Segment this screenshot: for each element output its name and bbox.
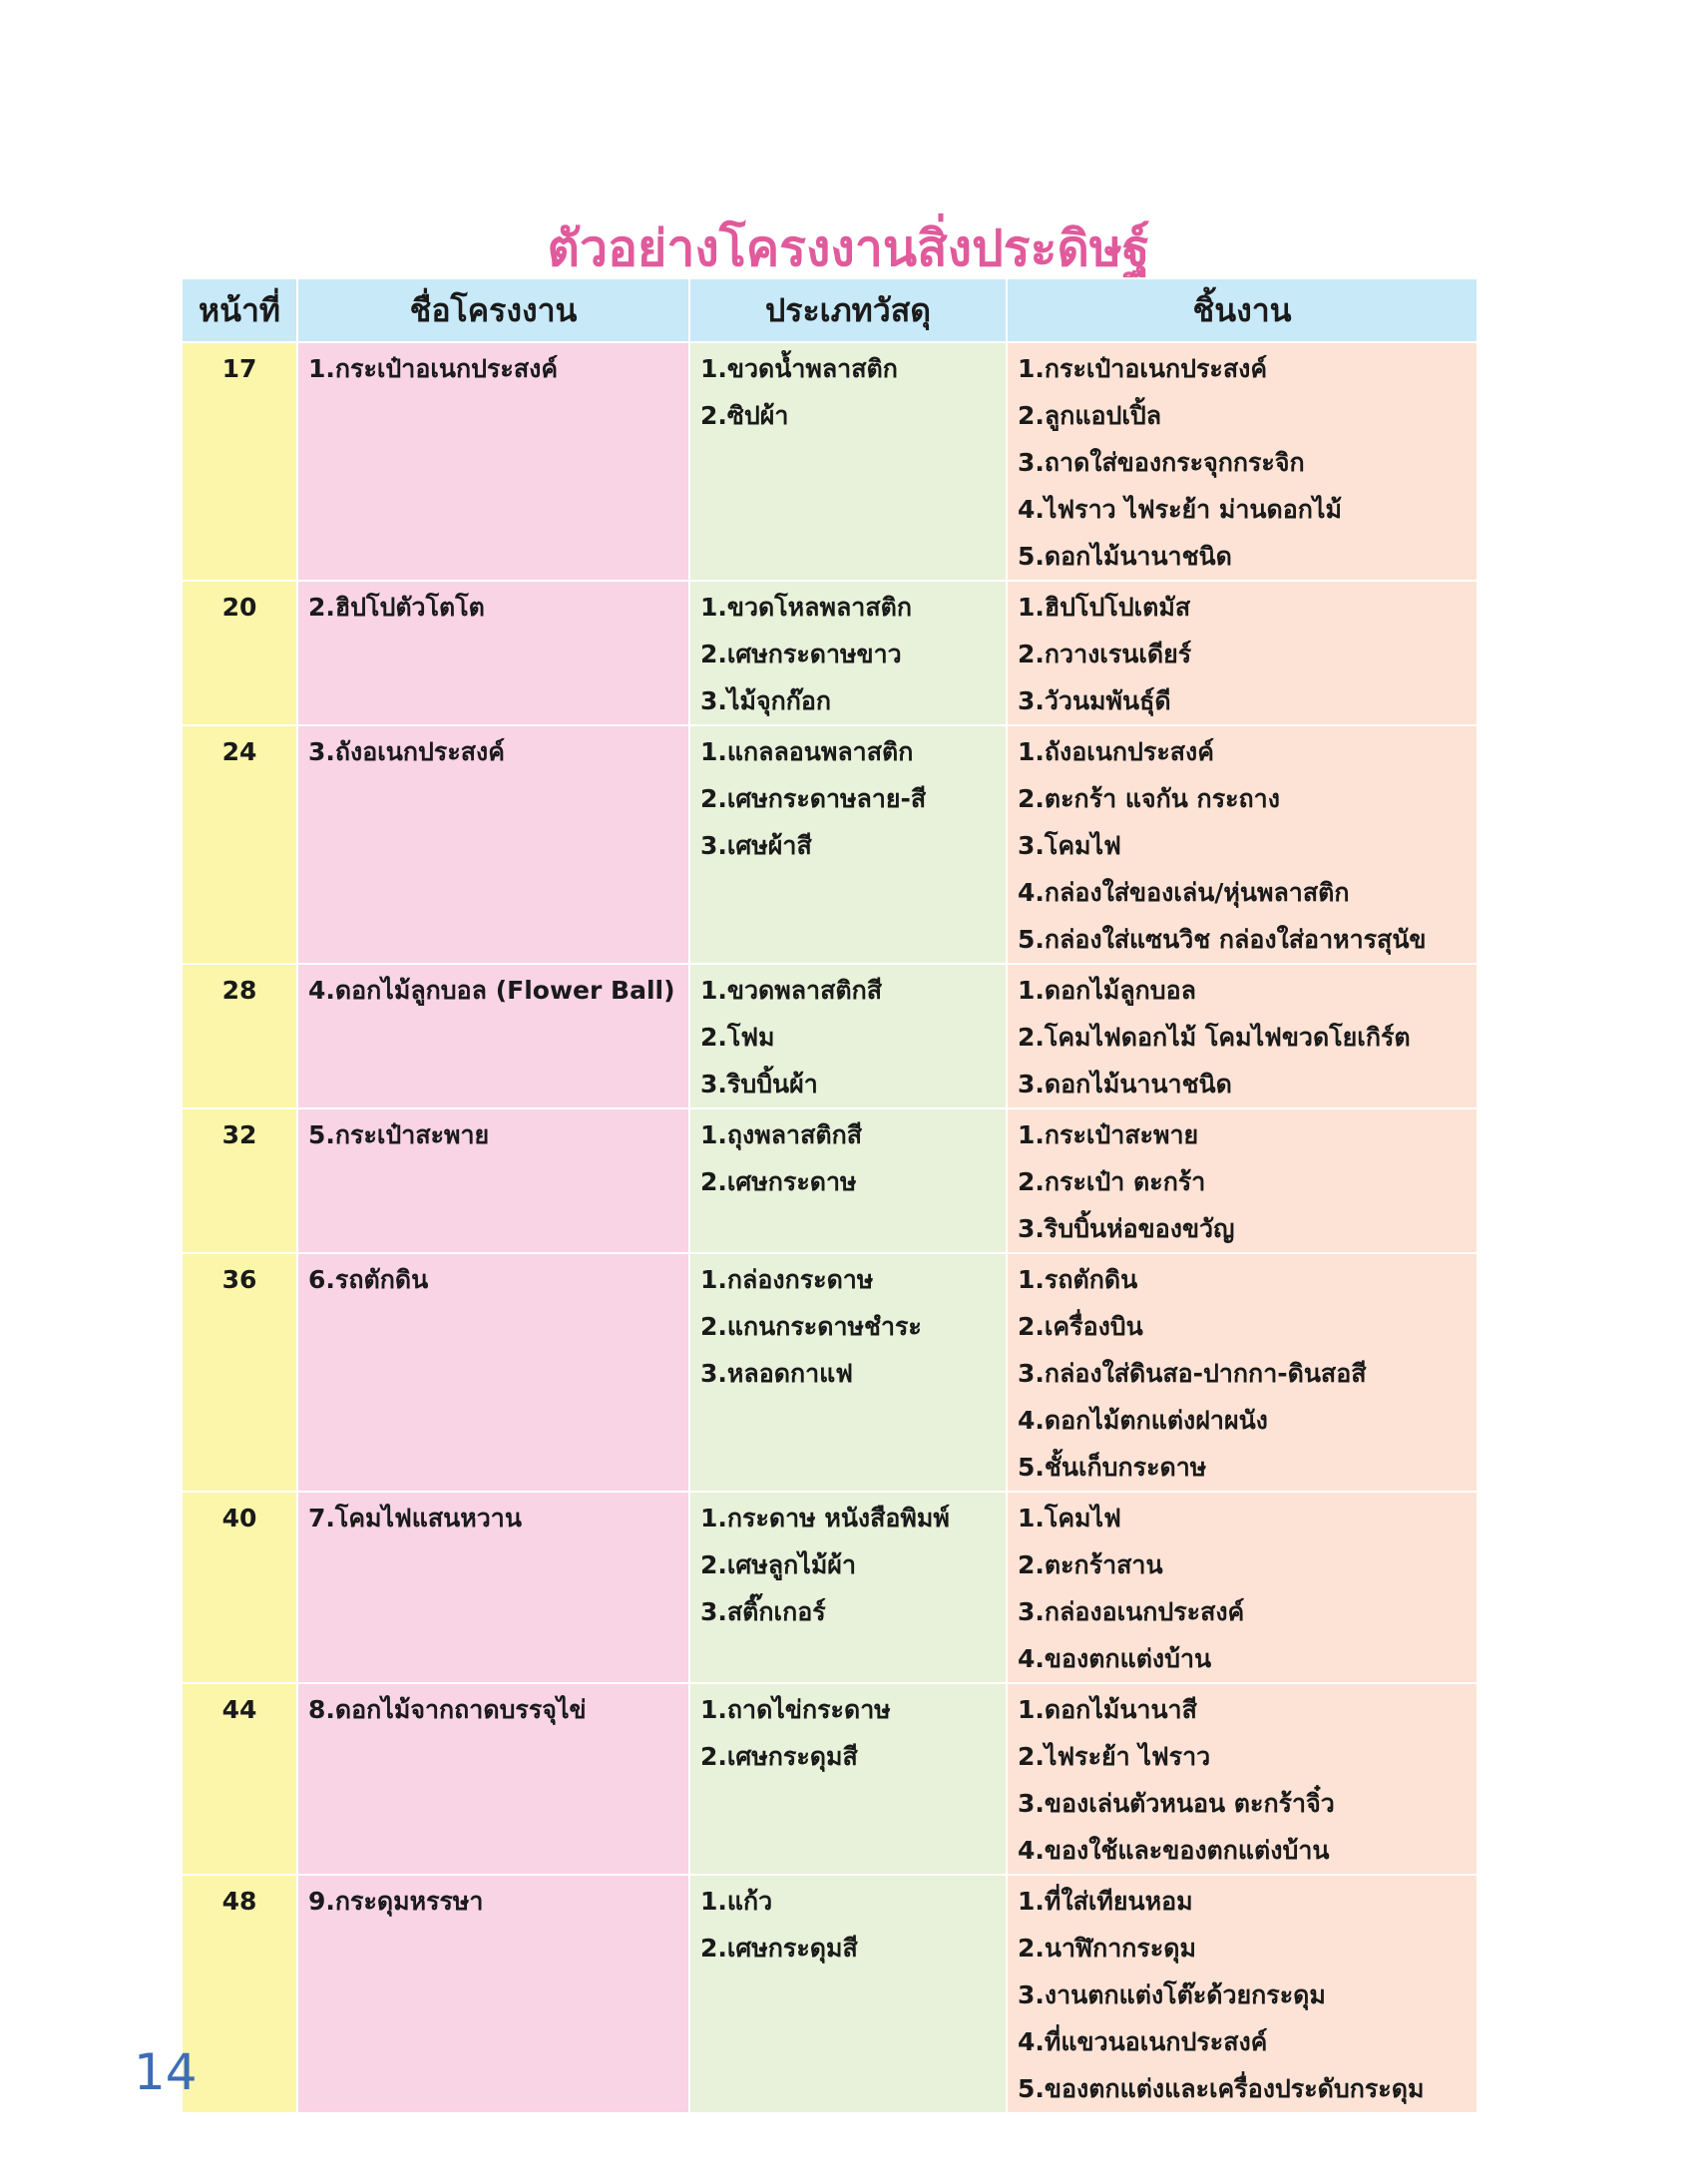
cell-page: 36: [182, 1253, 297, 1492]
cell-works: [1007, 1108, 1478, 1253]
work-item: 3.ดอกไม้นานาชนิด: [1018, 1070, 1232, 1098]
table-row: [182, 1875, 1478, 2113]
cell-project-name: 8.ดอกไม้จากถาดบรรจุไข่: [297, 1683, 689, 1875]
work-item: 4.ของใช้และของตกแต่งบ้าน: [1018, 1836, 1330, 1865]
work-item: 1.รถตักดิน: [1018, 1265, 1138, 1294]
material-item: 3.ริบบิ้นผ้า: [700, 1070, 818, 1098]
cell-works: [1007, 964, 1478, 1108]
table-row: [182, 1108, 1478, 1253]
work-item: 1.ฮิปโปโปเตมัส: [1018, 593, 1191, 622]
page-title: ตัวอย่างโครงงานสิ่งประดิษฐ์: [547, 219, 1150, 277]
work-item: 1.โคมไฟ: [1018, 1504, 1121, 1532]
cell-materials: [689, 1253, 1007, 1492]
cell-page: 17: [182, 342, 297, 581]
cell-project-name: 1.กระเป๋าอเนกประสงค์: [297, 342, 689, 581]
work-item: 3.กล่องใส่ดินสอ-ปากกา-ดินสอสี: [1018, 1359, 1367, 1388]
work-item: 5.ของตกแต่งและเครื่องประดับกระดุม: [1018, 2074, 1425, 2103]
work-item: 2.นาฬิกากระดุม: [1018, 1934, 1196, 1963]
header-materials: ประเภทวัสดุ: [689, 278, 1007, 342]
work-item: 1.ดอกไม้นานาสี: [1018, 1695, 1197, 1724]
material-item: 2.แกนกระดาษชำระ: [700, 1312, 922, 1341]
cell-works: [1007, 1253, 1478, 1492]
header-name: ชื่อโครงงาน: [297, 278, 689, 342]
material-item: 1.ขวดพลาสติกสี: [700, 976, 882, 1005]
header-page: หน้าที่: [182, 278, 297, 342]
cell-materials: [689, 1108, 1007, 1253]
material-item: 2.เศษลูกไม้ผ้า: [700, 1550, 856, 1579]
work-item: 5.กล่องใส่แซนวิช กล่องใส่อาหารสุนัข: [1018, 925, 1427, 954]
table-row: [182, 1683, 1478, 1875]
material-item: 2.เศษกระดุมสี: [700, 1934, 858, 1963]
material-item: 3.ไม้จุกก๊อก: [700, 686, 832, 715]
work-item: 2.ตะกร้าสาน: [1018, 1550, 1163, 1579]
cell-works: [1007, 725, 1478, 964]
work-item: 3.ของเล่นตัวหนอน ตะกร้าจิ๋ว: [1018, 1789, 1335, 1818]
cell-project-name: 6.รถตักดิน: [297, 1253, 689, 1492]
work-item: 4.ไฟราว ไฟระย้า ม่านดอกไม้: [1018, 495, 1342, 524]
cell-works: [1007, 1683, 1478, 1875]
cell-page: 48: [182, 1875, 297, 2113]
work-item: 1.กระเป๋าอเนกประสงค์: [1018, 354, 1268, 383]
material-item: 2.เศษกระดาษ: [700, 1167, 857, 1196]
material-item: 1.ถาดไข่กระดาษ: [700, 1695, 891, 1724]
work-item: 3.ถาดใส่ของกระจุกกระจิก: [1018, 448, 1305, 477]
work-item: 2.กวางเรนเดียร์: [1018, 640, 1192, 668]
material-item: 1.ถุงพลาสติกสี: [700, 1120, 862, 1149]
header-works: ชิ้นงาน: [1007, 278, 1478, 342]
cell-project-name: 3.ถังอเนกประสงค์: [297, 725, 689, 964]
material-item: 1.กระดาษ หนังสือพิมพ์: [700, 1504, 950, 1532]
work-item: 2.ลูกแอปเปิ้ล: [1018, 401, 1162, 430]
cell-materials: [689, 1492, 1007, 1683]
table-body: [182, 342, 1478, 2113]
material-item: 1.ขวดโหลพลาสติก: [700, 593, 912, 622]
work-item: 1.ที่ใส่เทียนหอม: [1018, 1887, 1193, 1916]
work-item: 3.กล่องอเนกประสงค์: [1018, 1597, 1245, 1626]
work-item: 3.ริบบิ้นห่อของขวัญ: [1018, 1214, 1235, 1243]
work-item: 4.ของตกแต่งบ้าน: [1018, 1644, 1212, 1673]
work-item: 2.ไฟระย้า ไฟราว: [1018, 1742, 1211, 1771]
material-item: 2.โฟม: [700, 1023, 775, 1052]
work-item: 1.กระเป๋าสะพาย: [1018, 1120, 1199, 1149]
table-row: [182, 1253, 1478, 1492]
work-item: 1.ดอกไม้ลูกบอล: [1018, 976, 1196, 1005]
cell-materials: [689, 964, 1007, 1108]
table-header-row: [182, 278, 1478, 342]
material-item: 1.แก้ว: [700, 1887, 773, 1916]
work-item: 3.วัวนมพันธุ์ดี: [1018, 686, 1171, 715]
work-item: 2.กระเป๋า ตะกร้า: [1018, 1167, 1206, 1196]
material-item: 2.เศษกระดุมสี: [700, 1742, 858, 1771]
cell-materials: [689, 342, 1007, 581]
material-item: 2.เศษกระดาษลาย-สี: [700, 784, 927, 813]
material-item: 3.เศษผ้าสี: [700, 831, 812, 860]
material-item: 1.แกลลอนพลาสติก: [700, 737, 914, 766]
work-item: 5.ชั้นเก็บกระดาษ: [1018, 1453, 1207, 1482]
work-item: 4.ดอกไม้ตกแต่งฝาผนัง: [1018, 1406, 1268, 1435]
cell-page: 44: [182, 1683, 297, 1875]
work-item: 2.ตะกร้า แจกัน กระถาง: [1018, 784, 1280, 813]
cell-project-name: 4.ดอกไม้ลูกบอล (Flower Ball): [297, 964, 689, 1108]
table-row: [182, 964, 1478, 1108]
cell-project-name: 7.โคมไฟแสนหวาน: [297, 1492, 689, 1683]
work-item: 3.งานตกแต่งโต๊ะด้วยกระดุม: [1018, 1980, 1326, 2009]
table-row: [182, 1492, 1478, 1683]
material-item: 1.กล่องกระดาษ: [700, 1265, 874, 1294]
cell-works: [1007, 1492, 1478, 1683]
cell-project-name: 5.กระเป๋าสะพาย: [297, 1108, 689, 1253]
work-item: 5.ดอกไม้นานาชนิด: [1018, 542, 1232, 571]
page-number: 14: [134, 2043, 198, 2101]
material-item: 3.หลอดกาแฟ: [700, 1359, 853, 1388]
cell-works: [1007, 581, 1478, 725]
cell-works: [1007, 1875, 1478, 2113]
cell-project-name: 9.กระดุมหรรษา: [297, 1875, 689, 2113]
material-item: 3.สติ๊กเกอร์: [700, 1597, 826, 1626]
cell-page: 40: [182, 1492, 297, 1683]
cell-project-name: 2.ฮิปโปตัวโตโต: [297, 581, 689, 725]
cell-page: 24: [182, 725, 297, 964]
material-item: 2.ซิปผ้า: [700, 401, 789, 430]
work-item: 2.เครื่องบิน: [1018, 1312, 1143, 1341]
work-item: 3.โคมไฟ: [1018, 831, 1121, 860]
table-row: [182, 725, 1478, 964]
cell-works: [1007, 342, 1478, 581]
cell-page: 28: [182, 964, 297, 1108]
material-item: 1.ขวดน้ำพลาสติก: [700, 354, 898, 383]
cell-materials: [689, 581, 1007, 725]
table-row: [182, 581, 1478, 725]
material-item: 2.เศษกระดาษขาว: [700, 640, 902, 668]
cell-materials: [689, 1683, 1007, 1875]
work-item: 4.กล่องใส่ของเล่น/หุ่นพลาสติก: [1018, 878, 1350, 907]
cell-materials: [689, 1875, 1007, 2113]
table-row: [182, 342, 1478, 581]
projects-table: [181, 277, 1479, 2114]
work-item: 1.ถังอเนกประสงค์: [1018, 737, 1214, 766]
work-item: 2.โคมไฟดอกไม้ โคมไฟขวดโยเกิร์ต: [1018, 1023, 1411, 1052]
work-item: 4.ที่แขวนอเนกประสงค์: [1018, 2027, 1268, 2056]
cell-materials: [689, 725, 1007, 964]
cell-page: 32: [182, 1108, 297, 1253]
cell-page: 20: [182, 581, 297, 725]
